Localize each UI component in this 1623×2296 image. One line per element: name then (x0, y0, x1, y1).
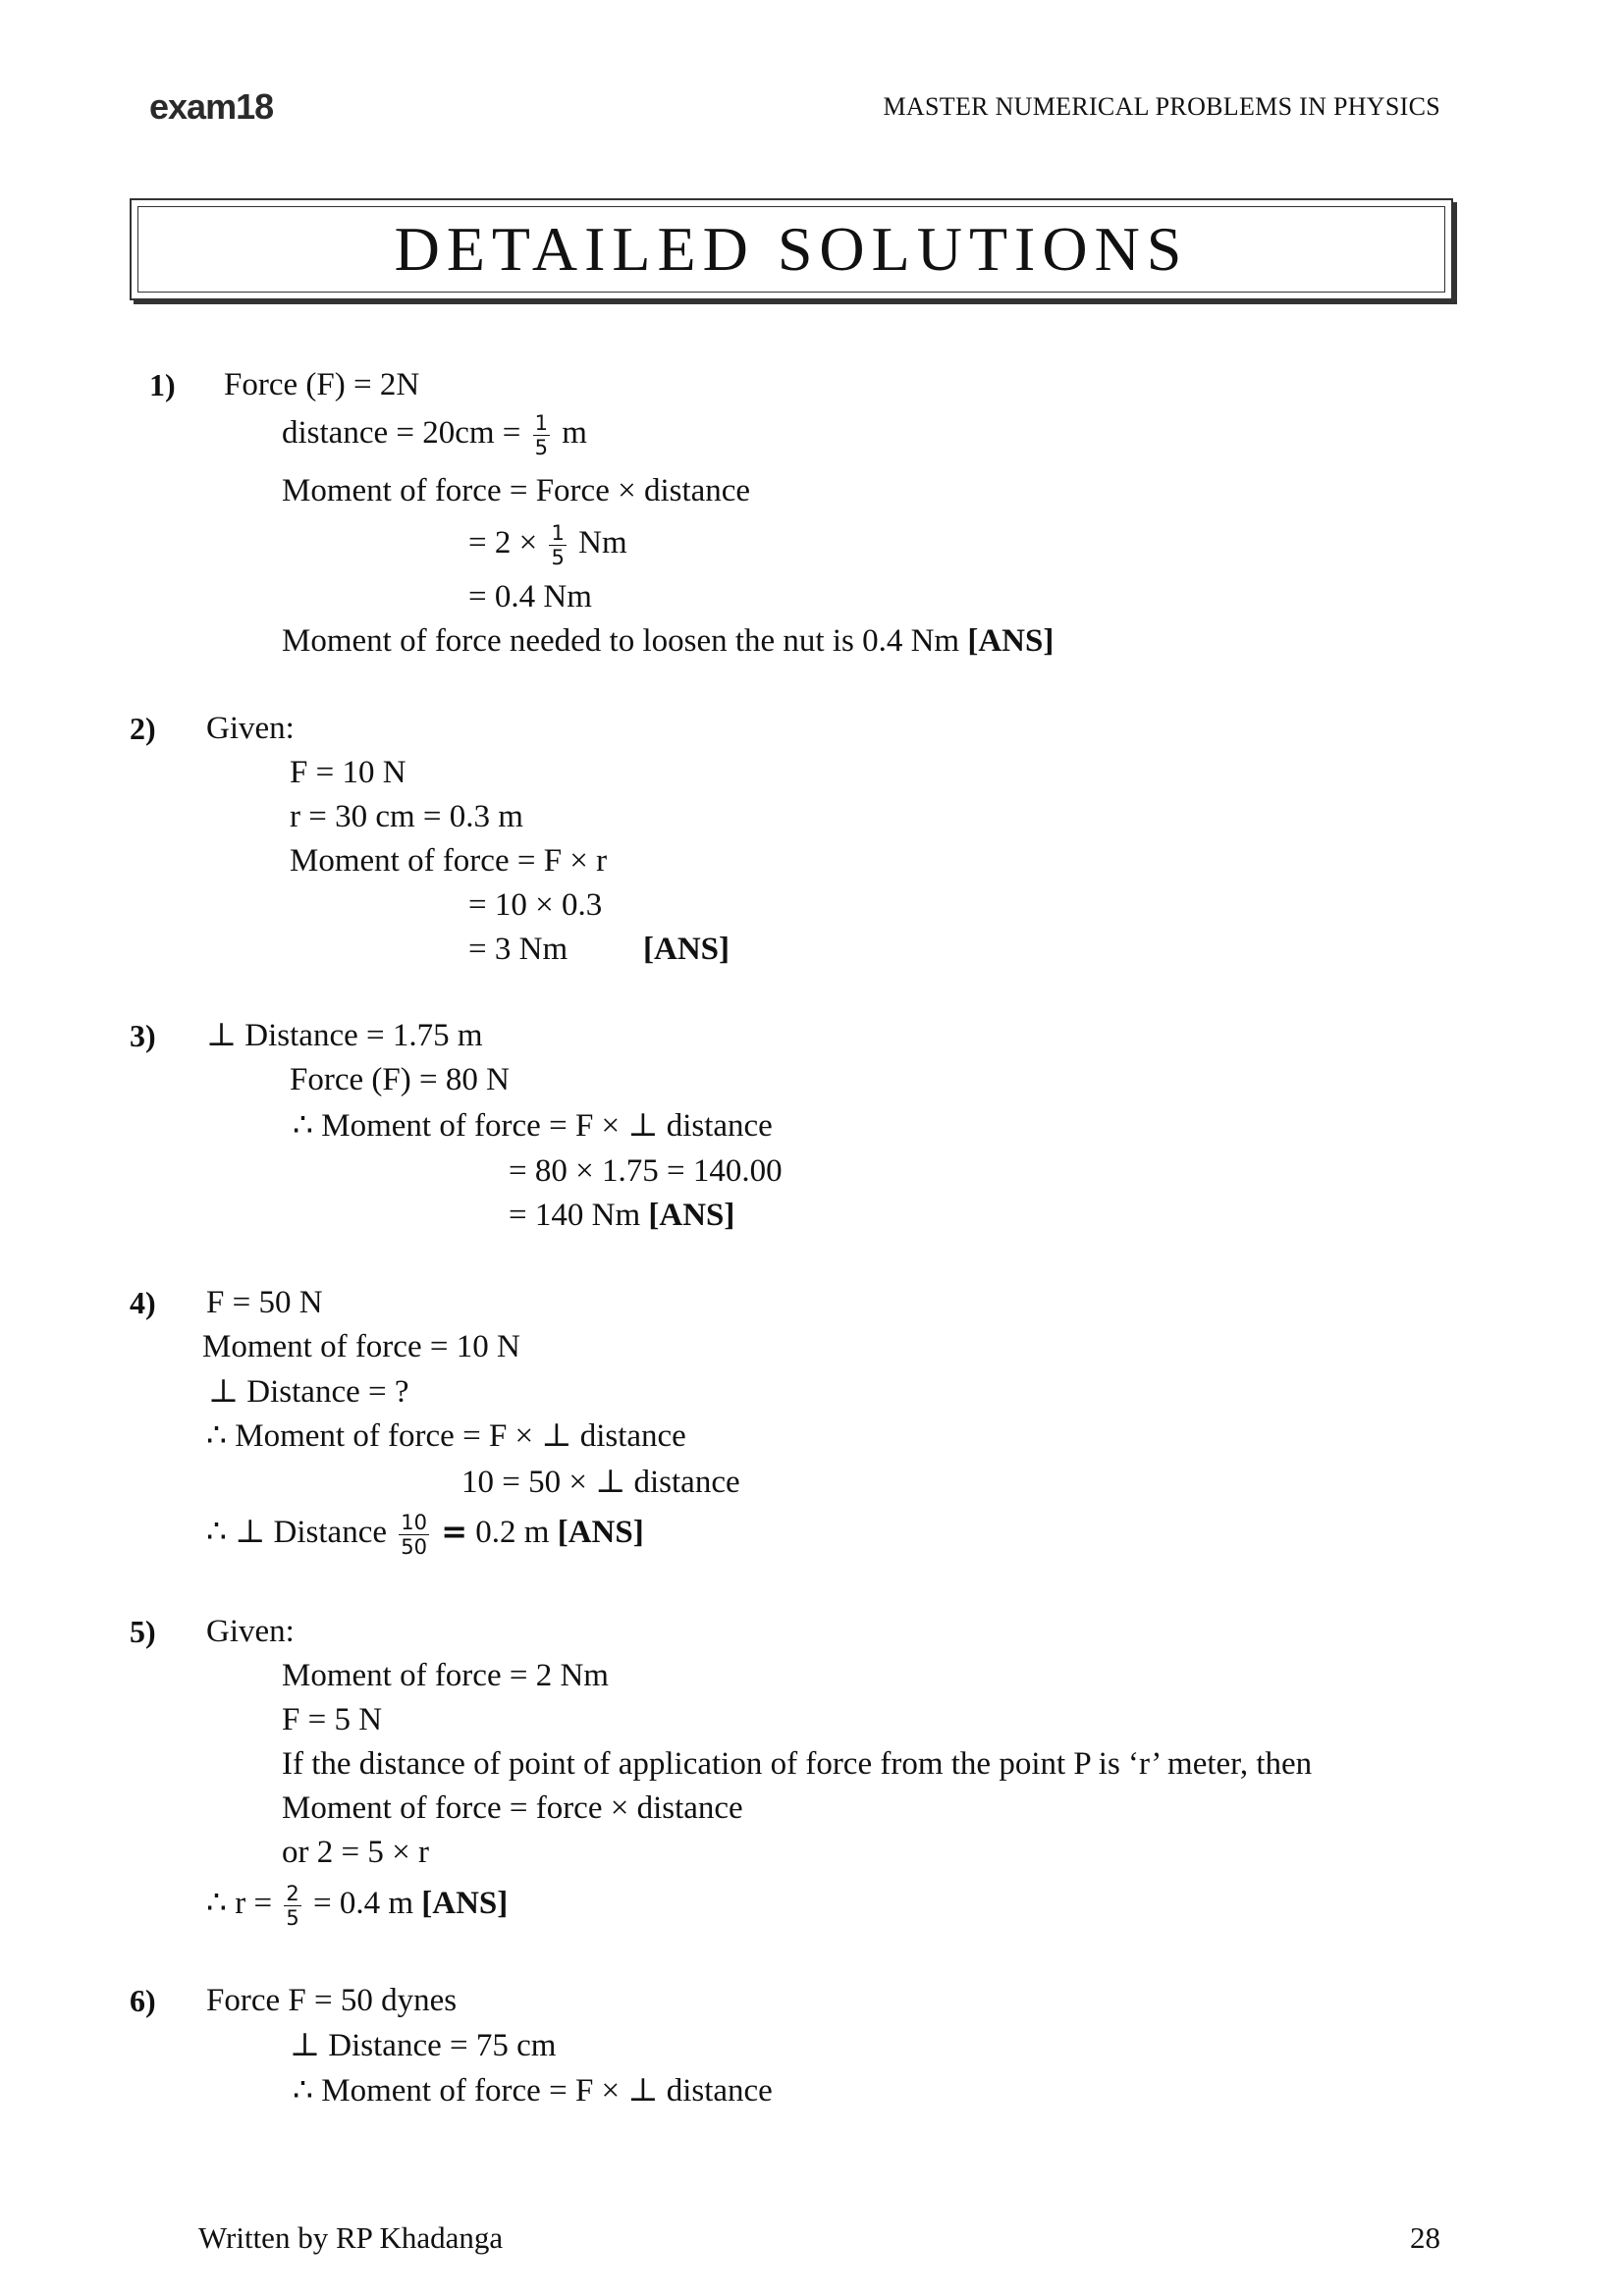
solution-line: ⊥ Distance = ? (208, 1374, 409, 1410)
solution-number: 2) (130, 711, 156, 746)
solution-number: 4) (130, 1285, 156, 1320)
solution-number: 6) (130, 1983, 156, 2018)
solution-line: If the distance of point of application of force from the point P is ‘r’ meter, then (282, 1746, 1313, 1782)
solution-line: ∴ r = $\frac{2}{5}$ = 0.4 m [ANS] (206, 1882, 509, 1930)
logo-mark: 18 (236, 86, 274, 127)
solution-line: ∴ ⊥ Distance $\frac{10}{50}$ = 0.2 m [ANS] (206, 1511, 644, 1559)
solution-line: Force F = 50 dynes (206, 1983, 458, 2018)
solution-number: 1) (149, 367, 176, 402)
solution-line: = 10 × 0.3 (468, 887, 603, 923)
title-box (130, 198, 1453, 300)
page-title: DETAILED SOLUTIONS (394, 214, 1189, 284)
solution-line: or 2 = 5 × r (282, 1835, 429, 1870)
fraction: $\frac{10}{50}$ (401, 1511, 427, 1559)
solution-line: Force (F) = 80 N (290, 1062, 510, 1097)
solution-line: Given: (206, 711, 295, 746)
page-number: 28 (1410, 2220, 1440, 2255)
solution-line: F = 50 N (206, 1285, 323, 1320)
solution-line: ⊥ Distance = 75 cm (290, 2028, 557, 2063)
solution-line: Moment of force = F × r (290, 843, 608, 879)
footer-author: Written by RP Khadanga (198, 2220, 504, 2255)
exam18-logo (149, 86, 273, 128)
solution-line: Given: (206, 1614, 295, 1649)
solution-line: Moment of force = force × distance (282, 1790, 743, 1826)
solution-line: Force (F) = 2N (224, 367, 420, 402)
logo-text: exam (149, 86, 237, 127)
solution-line: ∴ Moment of force = F × ⊥ distance (293, 1108, 773, 1144)
solution-line: Moment of force = Force × distance (282, 473, 751, 508)
solution-line: = 80 × 1.75 = 140.00 (509, 1153, 783, 1189)
solution-line: distance = 20cm = $\frac{1}{5}$ m (282, 411, 587, 459)
solution-line: ∴ Moment of force = F × ⊥ distance (293, 2073, 773, 2109)
solution-line: Moment of force = 10 N (202, 1329, 520, 1364)
ans-label: [ANS] (648, 1198, 735, 1233)
ans-label: [ANS] (967, 623, 1055, 659)
fraction: $\frac{1}{5}$ (551, 521, 565, 569)
ans-label: [ANS] (643, 932, 730, 967)
solution-line: 10 = 50 × ⊥ distance (461, 1465, 740, 1500)
ans-label: [ANS] (557, 1515, 644, 1551)
solution-line: ⊥ Distance = 1.75 m (206, 1018, 483, 1053)
solution-line: = 2 × $\frac{1}{5}$ Nm (468, 521, 627, 569)
solution-line: r = 30 cm = 0.3 m (290, 799, 523, 834)
solution-line: F = 5 N (282, 1702, 383, 1737)
solution-line: = 140 Nm [ANS] (509, 1198, 735, 1233)
fraction: $\frac{1}{5}$ (534, 411, 549, 459)
solution-line: F = 10 N (290, 755, 406, 790)
ans-label: [ANS] (421, 1886, 509, 1922)
solution-line: = 0.4 Nm (468, 579, 592, 614)
solution-number: 5) (130, 1614, 156, 1649)
solution-number: 3) (130, 1018, 156, 1053)
solution-line: Moment of force needed to loosen the nut is 0.4 Nm [ANS] (282, 623, 1055, 659)
fraction: $\frac{2}{5}$ (286, 1882, 299, 1930)
solution-line: Moment of force = 2 Nm (282, 1658, 609, 1693)
solution-line: = 3 Nm (468, 932, 568, 967)
running-title: MASTER NUMERICAL PROBLEMS IN PHYSICS (883, 92, 1440, 121)
solution-line: ∴ Moment of force = F × ⊥ distance (206, 1418, 686, 1454)
